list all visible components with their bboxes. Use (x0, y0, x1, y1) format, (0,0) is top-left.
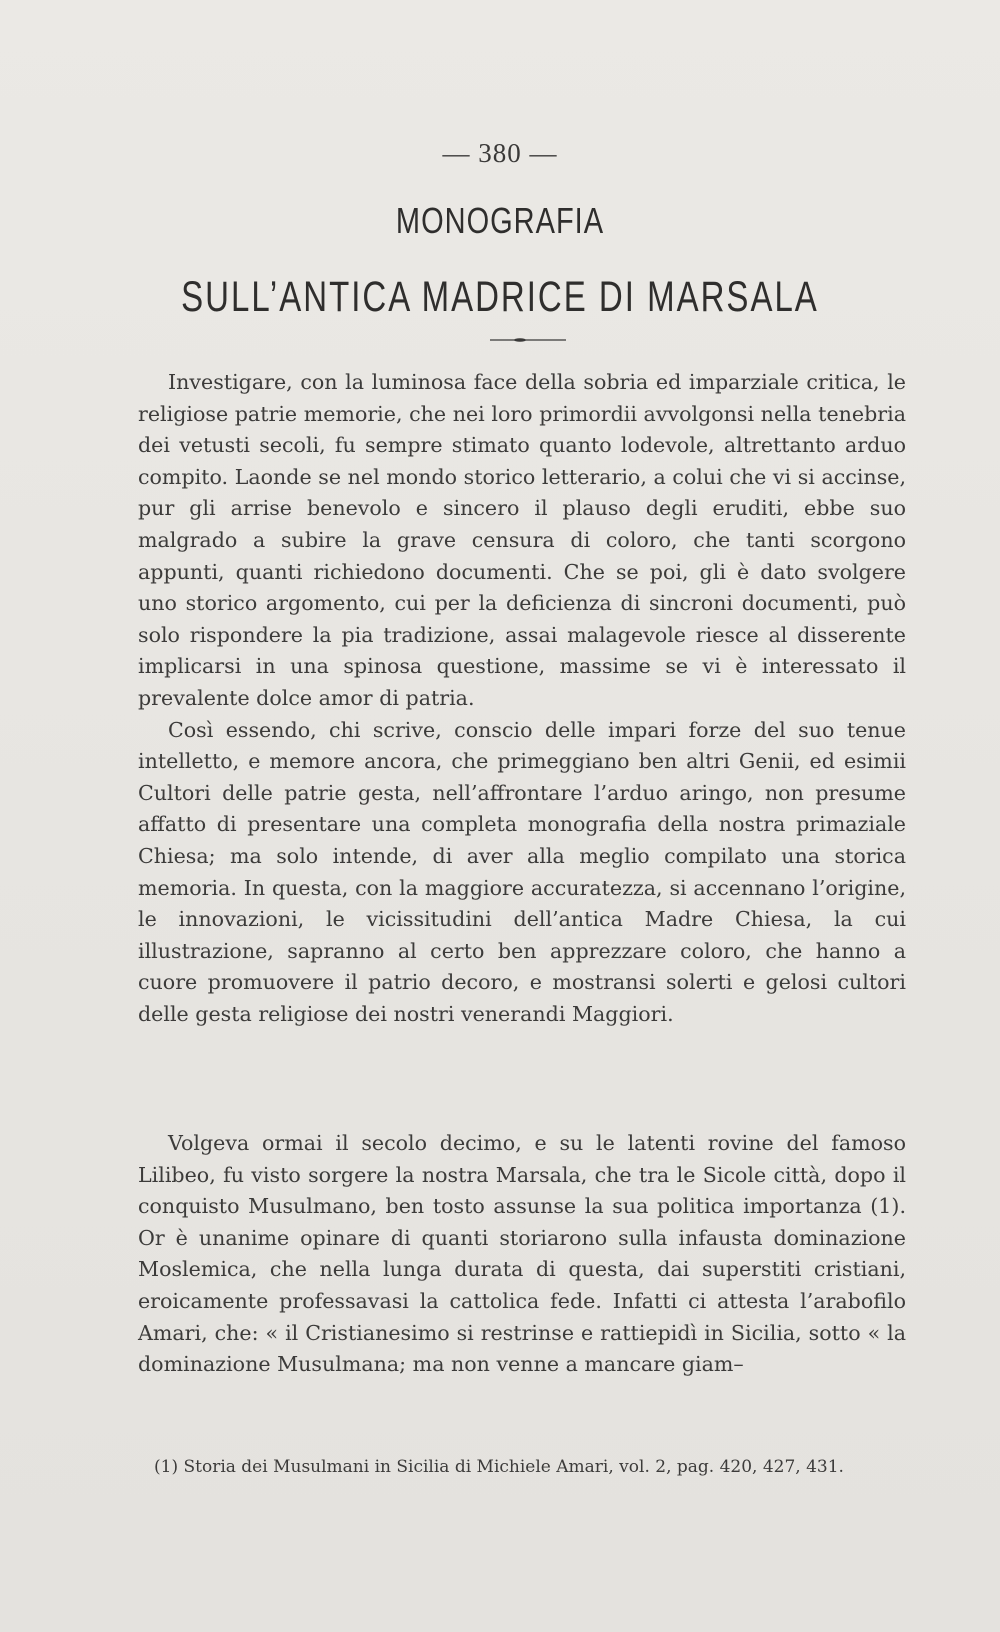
ornament-divider (490, 336, 566, 344)
body-section-2 (138, 1128, 906, 1381)
paragraph-2: Così essendo, chi scrive, conscio delle impari forze del suo tenue intelletto, e memore ancora, che primeggiano ben altri Genii, ed esimii Cultori delle patrie gesta, nell’affrontare l’arduo aringo, non presume affatto di presentare una completa monografia della nostra primaziale Chiesa; ma solo intende, di aver alla meglio compilato una storica memoria. In questa, con la maggiore accuratezza, si accennano l’origine, le innovazioni, le vicissitudini dell’antica Madre Chiesa, la cui illustrazione, sapranno al certo ben apprezzare coloro, che hanno a cuore promuovere il patrio decoro, e mostransi solerti e gelosi cultori delle gesta religiose dei nostri venerandi Maggiori. (138, 717, 906, 1026)
paragraph-3: Volgeva ormai il secolo decimo, e su le latenti rovine del famoso Lilibeo, fu visto sorgere la nostra Marsala, che tra le Sicole città, dopo il conquisto Musulmano, ben tosto assunse la sua politica importanza (1). Or è unanime opinare di quanti storiarono sulla infausta dominazione Moslemica, che nella lunga durata di questa, dai superstiti cristiani, eroicamente professavasi la cattolica fede. Infatti ci attesta l’arabofilo Amari, che: « il Cristianesimo si restrinse e rattiepidì in Sicilia, sotto « la dominazione Musulmana; ma non venne a mancare giam– (138, 1131, 906, 1377)
title-line-1: MONOGRAFIA (395, 201, 605, 242)
title-line-2: SULL’ANTICA MADRICE DI MARSALA (181, 272, 819, 321)
page-number: — 380 — (442, 138, 558, 168)
paragraph-1: Investigare, con la luminosa face della sobria ed imparziale critica, le religiose patrie memorie, che nei loro primordii avvolgonsi nella tenebria dei vetusti secoli, fu sempre stimato quanto lodevole, altrettanto arduo compito. Laonde se nel mondo storico letterario, a colui che vi si accinse, pur gli arrise benevolo e sincero il plauso degli eruditi, ebbe suo malgrado a subire la grave censura di coloro, che tanti scorgono appunti, quanti richiedono documenti. Che se poi, gli è dato svolgere uno storico argomento, cui per la deficienza di sincroni documenti, può solo rispondere la pia tradizione, assai malagevole riesce al disserente implicarsi in una spinosa questione, massime se vi è interessato il prevalente dolce amor di patria. (138, 370, 906, 710)
footnote: (1) Storia dei Musulmani in Sicilia di Michiele Amari, vol. 2, pag. 420, 427, 431. (154, 1457, 844, 1477)
body-section-1 (138, 367, 906, 1030)
